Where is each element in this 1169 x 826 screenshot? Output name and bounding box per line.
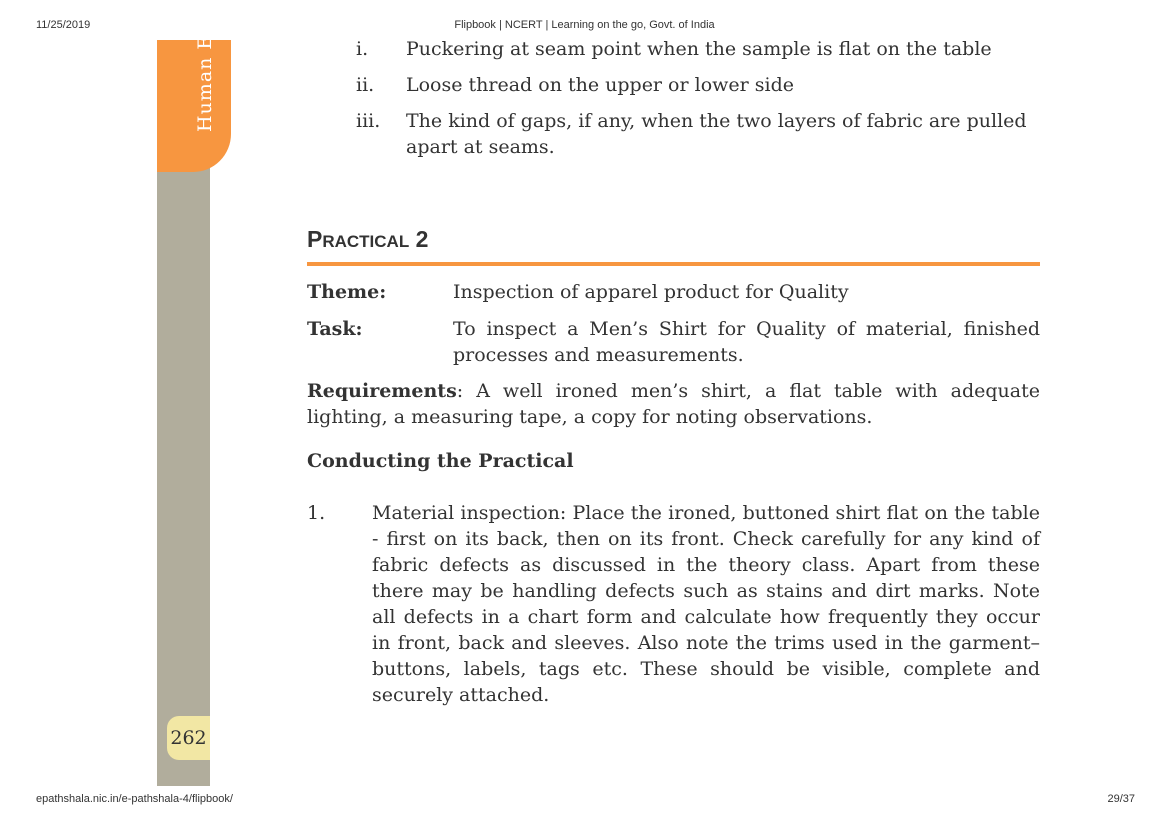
theme-value: Inspection of apparel product for Quality	[453, 281, 849, 303]
practical-number: 2	[415, 226, 429, 252]
list-item	[356, 36, 1046, 62]
list-item-text: The kind of gaps, if any, when the two layers of fabric are pulled apart at seams.	[406, 110, 1027, 158]
practical-title-rest: RACTICAL	[322, 232, 410, 251]
list-item-text: Puckering at seam point when the sample is flat on the table	[406, 38, 992, 60]
page-number-badge: 262	[167, 716, 210, 760]
footer-page-count: 29/37	[1107, 793, 1135, 805]
procedure-item-text: Material inspection: Place the ironed, buttoned shirt flat on the table - first on its back, then on its front. Check carefully for any kind of fabric defects as discussed in the theory class. Apart from these there may be handling defects such as stains and dirt marks. Note all defects in a chart form and calculate how frequently they occur in front, back and sleeves. Also note the trims used in the garment– buttons, labels, tags etc. These should be visible, complete and securely attached.	[372, 502, 1040, 706]
requirements-paragraph	[307, 378, 1040, 430]
list-item-text: Loose thread on the upper or lower side	[406, 74, 794, 96]
chapter-tab-label: Human E	[194, 34, 216, 132]
list-item	[356, 72, 1046, 98]
requirements-label: Requirements	[307, 380, 457, 402]
header-date: 11/25/2019	[36, 19, 91, 31]
task-value: To inspect a Men’s Shirt for Quality of material, finished processes and measurements.	[453, 318, 1040, 366]
task-row	[307, 316, 1040, 368]
list-item-number: ii.	[356, 74, 375, 96]
theme-row	[307, 279, 1040, 305]
title-divider	[307, 262, 1040, 266]
theme-label: Theme:	[307, 281, 387, 303]
procedure-item	[307, 500, 1040, 708]
practical-title	[307, 226, 428, 253]
procedure-item-number: 1.	[307, 502, 326, 524]
task-label: Task:	[307, 318, 363, 340]
roman-list	[356, 36, 1046, 170]
list-item-number: i.	[356, 38, 369, 60]
requirements-text: : A well ironed men’s shirt, a flat table with adequate lighting, a measuring tape, a copy for noting observations.	[307, 380, 1040, 428]
list-item	[356, 108, 1046, 160]
conducting-heading: Conducting the Practical	[307, 450, 574, 472]
practical-title-initial: P	[307, 226, 323, 252]
list-item-number: iii.	[356, 110, 381, 132]
header-title: Flipbook | NCERT | Learning on the go, Govt. of India	[454, 19, 715, 31]
footer-url: epathshala.nic.in/e-pathshala-4/flipbook/	[36, 793, 233, 805]
